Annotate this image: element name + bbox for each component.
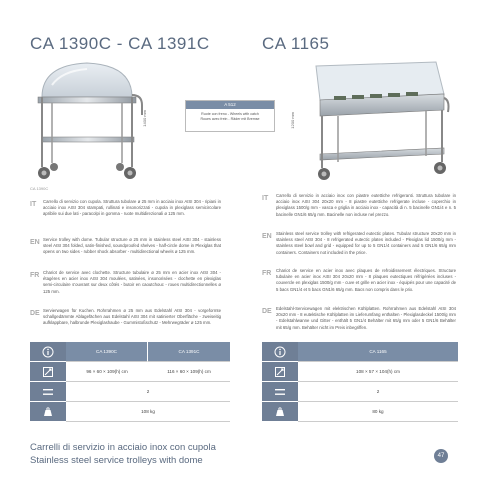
desc-en-left: Service trolley with dome. Tubular structure ø 25 mm in stainless steel AISI 304 - stainless steel AISI 304 folded, satin-finished, soundproofed shelves - half-circle dome in Plexiglas that opens on two sides - rubber shock absorber - multidirectional wheels ø 125 mm.: [43, 237, 221, 255]
header-ca1165: CA 1165: [298, 342, 458, 362]
lang-fr-right: FR: [262, 270, 272, 277]
shelves-icon: [262, 382, 298, 402]
left-image-caption: CA 1390C: [30, 186, 49, 191]
table-row: [262, 342, 458, 362]
table-row: [30, 362, 230, 382]
left-dimension-label: 1400 mm: [142, 110, 147, 127]
desc-fr-right: Chariot de service en acier inox avec plaques de refroidissement électriques. Structure tubulaire en acier inox AISI 304 20x20 mm - 8 plaques eutectiques réfrigérées incluses - couvercle en plexiglas 1500/g mm - cuve et grille en acier inox - équipés pour une capacité de 5 bacs GN1/4 et 5 bacs GN1/6 65/g mm. Bacs non compris dans le prix.: [276, 268, 456, 292]
weight-icon: [262, 402, 298, 422]
footer-line-1: Carrelli di servizio in acciaio inox con cupola: [30, 442, 216, 453]
left-title: CA 1390C - CA 1391C: [30, 34, 210, 53]
dims-ca1391c: 116 × 60 × 109(h) cm: [148, 362, 230, 382]
weight-right: 80 kg: [298, 402, 458, 422]
page-number: 47: [434, 449, 448, 463]
right-dimension-label: 1200 mm: [290, 112, 295, 129]
dimensions-icon: [30, 362, 66, 382]
desc-fr-left: Chariot de service avec clochette. Structure tubulaire ø 25 mm en acier inox AISI 304 - étagères en acier inox AISI 304 moulées, satinées, insonorisées - clochette en plexiglas semi-circulaire s'ouvrant sur deux côtés - butoir en caoutchouc - roues multidirectionnelles ø 125 mm.: [43, 270, 221, 294]
table-row: [262, 402, 458, 422]
desc-de-right: Edelstahl-Servicewagen mit elektrischen Kühlplatten. Rohrrahmen aus Edelstahl AISI 304 20x20 mm - 8 eutektische Kühlplatten im Lieferumfang enthalten - Plexiglasdeckel 1500/g mm - Edelstahlwanne und Gitter - enthält 5 GN1/4 Behälter mit 65/g mm oder 5 GN1/6 Behälter mit 65/g mm. Behälter nicht im Preis inbegriffen.: [276, 306, 456, 330]
badge-line-2: Roues avec frein - Räder mit Bremse: [200, 117, 260, 121]
lang-fr-left: FR: [30, 272, 40, 279]
lang-en-right: EN: [262, 233, 272, 240]
left-product-image: [22, 55, 144, 185]
desc-de-left: Servierwagen für Kuchen. Rohrrahmen ø 25 mm aus Edelstahl AISI 304 - vorgeformte schallgedämmte Ablagefächen aus Edelstahl AISI 304 mit satinierter Oberfläche - zweiseitig aufklappbare, halbrunde Plexiglashaube - Gummistoßschutz - Mehrwegräder ø 125 mm.: [43, 308, 221, 326]
table-row: [262, 382, 458, 402]
table-row: [262, 362, 458, 382]
info-icon: [262, 342, 298, 362]
badge-code: A 512: [186, 101, 274, 109]
header-ca1391c: CA 1391C: [148, 342, 230, 362]
dims-ca1390c: 96 × 60 × 109(h) cm: [66, 362, 148, 382]
lang-it-left: IT: [30, 201, 37, 208]
weight-left: 108 kg: [66, 402, 230, 422]
table-row: [30, 342, 230, 362]
footer-line-2: Stainless steel service trolleys with dome: [30, 455, 203, 466]
right-product-image: [298, 58, 450, 188]
lang-en-left: EN: [30, 239, 40, 246]
header-ca1390c: CA 1390C: [66, 342, 148, 362]
shelves-left: 2: [66, 382, 230, 402]
shelves-right: 2: [298, 382, 458, 402]
dimensions-icon: [262, 362, 298, 382]
wheels-badge: [185, 100, 275, 132]
table-row: [30, 402, 230, 422]
info-icon: [30, 342, 66, 362]
lang-it-right: IT: [262, 195, 269, 202]
desc-it-left: Carrello di servizio con cupola. Struttura tubolare ø 25 mm in acciaio inox AISI 304 - ripiani in acciaio inox AISI 304 stampati, rullinati e insonorizzati - cupola in plexiglass semicircolare apribile sui due lati - paracolpi in gomma - ruote multidirezionali ø 125 mm.: [43, 199, 221, 217]
shelves-icon: [30, 382, 66, 402]
dims-ca1165: 108 × 57 × 104(h) cm: [298, 362, 458, 382]
weight-icon: [30, 402, 66, 422]
table-row: [30, 382, 230, 402]
desc-it-right: Carrello di servizio in acciaio inox con piastre eutettiche refrigeranti. Struttura tubolare in acciaio inox AISI 304 20x20 mm - 8 piastre eutettiche refrigerate incluse - coperchio in plexiglass 1500/g mm - vasca e griglia in acciaio inox - capacità di n. 5 bacinelle GN1/4 e n. 5 bacinelle GN1/6 65/g mm. Bacinelle non incluse nel prezzo.: [276, 193, 456, 217]
desc-en-right: Stainless steel service trolley with refrigerated eutectic plates. Tubular structure 20x20 mm in stainless steel AISI 304 - 8 refrigerated eutectic plates included - Plexiglas lid 1500/g mm - stainless steel bowl and grid - equipped for up to 5 GN1/4 containers and 5 GN1/6 65/g mm containers. Containers not included in the price.: [276, 231, 456, 255]
lang-de-left: DE: [30, 310, 40, 317]
dome-trolley-illustration: [22, 55, 144, 185]
eutectic-trolley-illustration: [298, 58, 450, 188]
badge-line-1: Ruote con freno - Wheels with catch: [201, 112, 259, 116]
lang-de-right: DE: [262, 308, 272, 315]
right-title: CA 1165: [262, 34, 330, 53]
